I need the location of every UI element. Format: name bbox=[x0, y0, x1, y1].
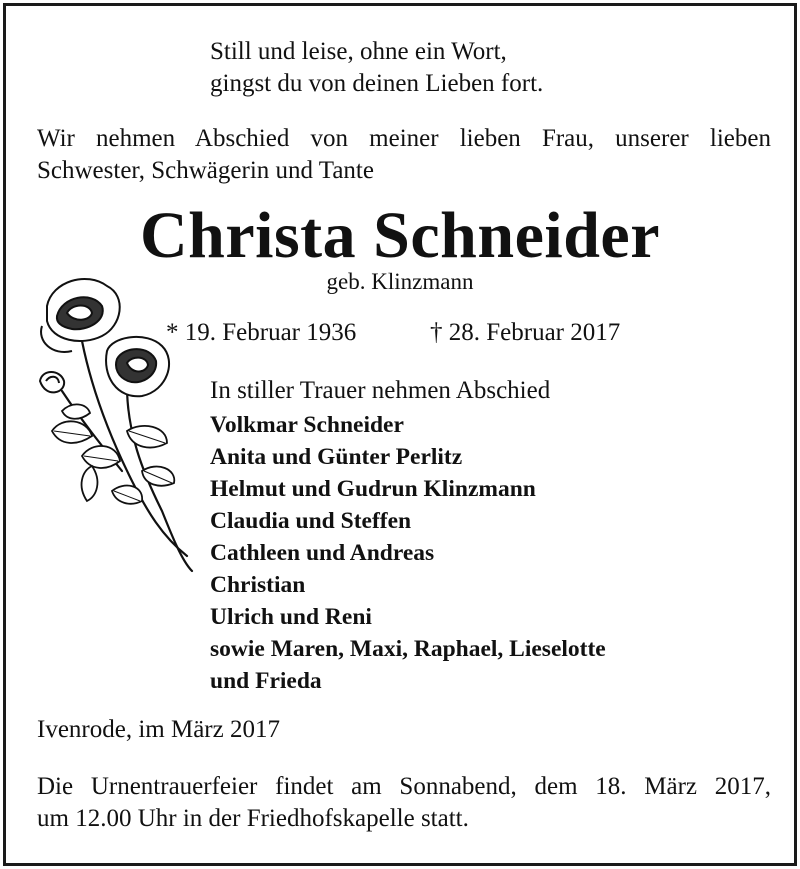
intro-line-2: Schwester, Schwägerin und Tante bbox=[37, 157, 374, 184]
mourner-name: Ulrich und Reni bbox=[210, 604, 372, 630]
intro-text bbox=[37, 123, 771, 187]
intro-line-1: Wir nehmen Abschied von meiner lieben Frau, unserer lieben bbox=[37, 125, 771, 152]
roses-icon bbox=[32, 271, 197, 581]
poem-line-2: gingst du von deinen Lieben fort. bbox=[210, 70, 544, 97]
poem-line-1: Still und leise, ohne ein Wort, bbox=[210, 38, 507, 65]
mourner-name: Cathleen und Andreas bbox=[210, 540, 435, 566]
mourner-name: Anita und Günter Perlitz bbox=[210, 444, 463, 470]
place-date: Ivenrode, im März 2017 bbox=[37, 716, 280, 743]
mourner-name: sowie Maren, Maxi, Raphael, Lieselotte bbox=[210, 636, 606, 662]
mourners-list bbox=[210, 409, 606, 697]
mourner-name: Helmut und Gudrun Klinzmann bbox=[210, 476, 536, 502]
mourner-name: Volkmar Schneider bbox=[210, 412, 404, 438]
service-line-1: Die Urnentrauerfeier findet am Sonnabend, dem 18. März 2017, bbox=[37, 773, 771, 800]
service-line-2: um 12.00 Uhr in der Friedhofskapelle statt. bbox=[37, 805, 469, 832]
birth-date: * 19. Februar 1936 bbox=[166, 319, 357, 346]
obituary-notice bbox=[3, 3, 797, 866]
death-date: † 28. Februar 2017 bbox=[430, 319, 621, 346]
deceased-name: Christa Schneider bbox=[140, 199, 660, 272]
service-info bbox=[37, 771, 771, 835]
mourners-intro: In stiller Trauer nehmen Abschied bbox=[210, 377, 551, 404]
birth-name: geb. Klinzmann bbox=[326, 269, 474, 294]
mourner-name: und Frieda bbox=[210, 668, 322, 694]
mourner-name: Claudia und Steffen bbox=[210, 508, 412, 534]
mourner-name: Christian bbox=[210, 572, 306, 598]
